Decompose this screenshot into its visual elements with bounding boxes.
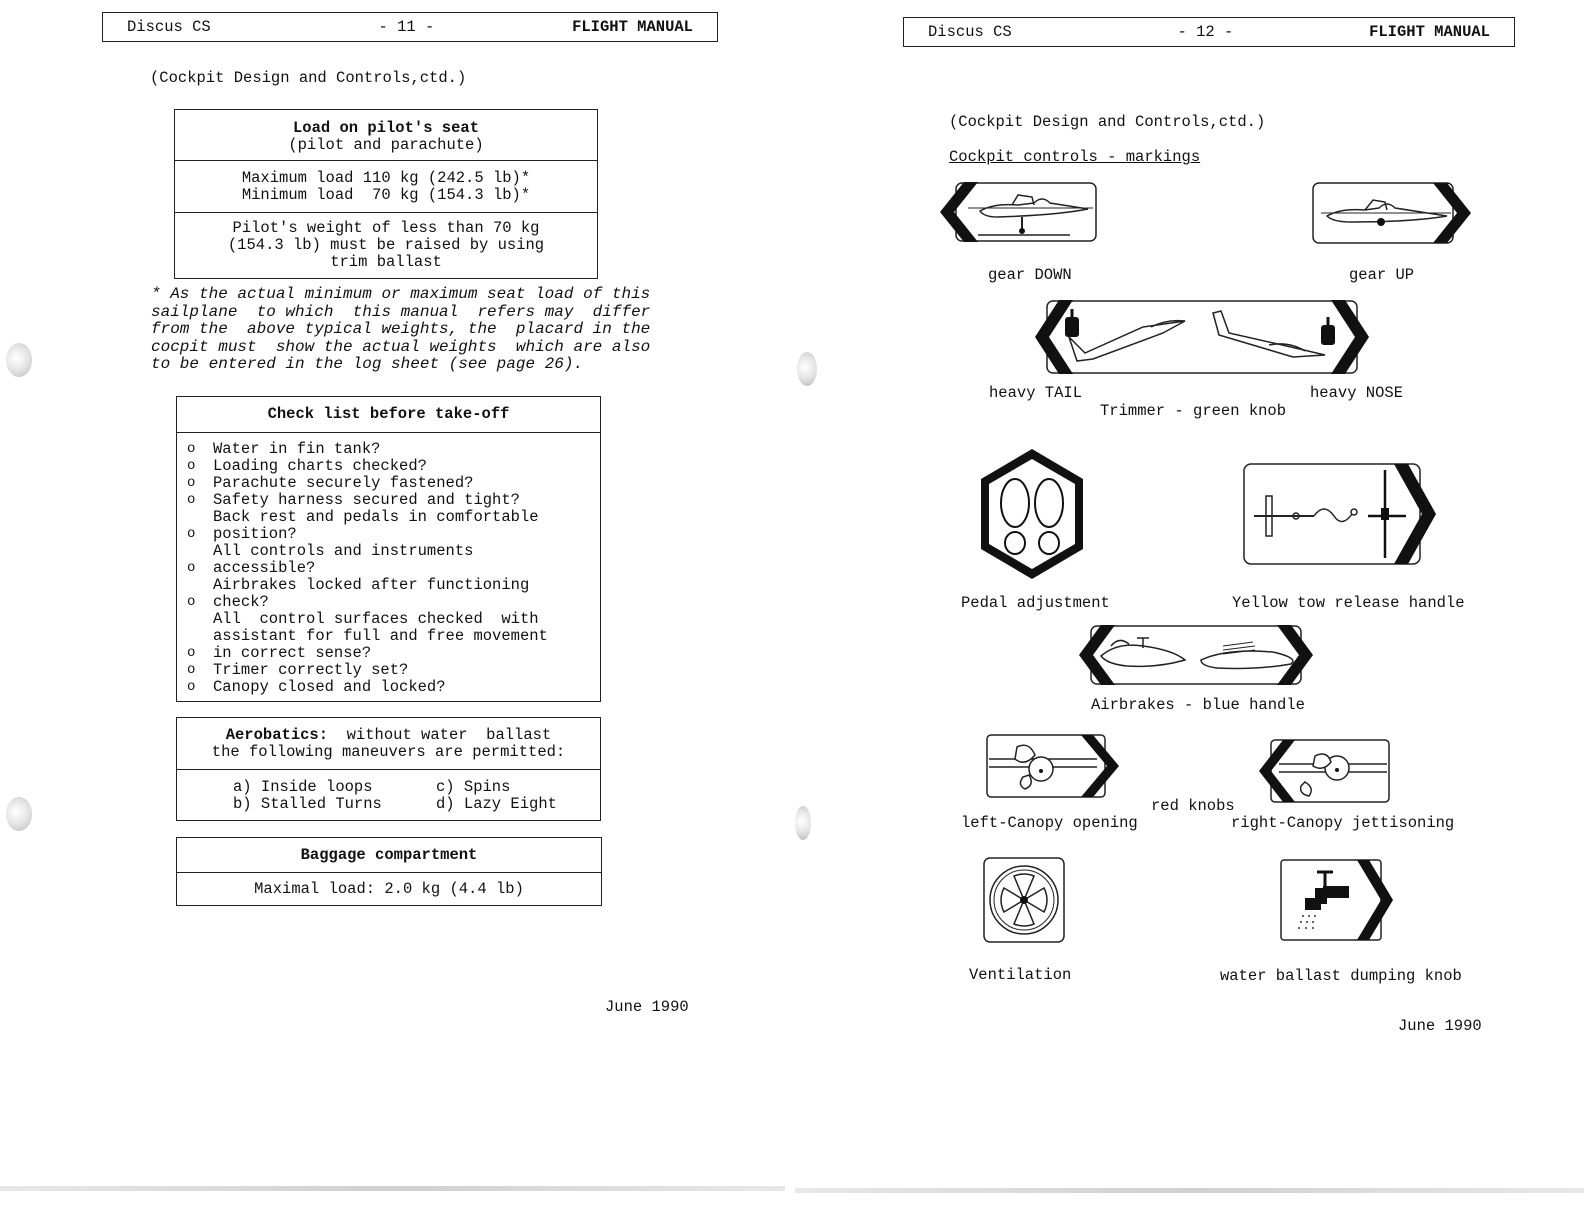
ventilation-label: Ventilation bbox=[969, 966, 1072, 984]
page-date: June 1990 bbox=[1398, 1017, 1482, 1035]
gear-up-label: gear UP bbox=[1349, 266, 1415, 284]
canopy-opening-icon bbox=[985, 733, 1121, 799]
checklist-bullet: o bbox=[187, 662, 196, 678]
seat-load-footnote bbox=[151, 286, 677, 374]
takeoff-checklist bbox=[176, 396, 601, 702]
checklist-item bbox=[187, 492, 600, 509]
seat-load-note-line: (154.3 lb) must be raised by using bbox=[227, 236, 545, 254]
seat-load-note-line: trim ballast bbox=[330, 253, 442, 271]
binder-hole bbox=[6, 797, 32, 831]
checklist-item-text: Loading charts checked? bbox=[213, 457, 427, 475]
baggage-value: Maximal load: 2.0 kg (4.4 lb) bbox=[177, 872, 601, 906]
checklist-bullet: o bbox=[187, 645, 196, 661]
checklist-bullet: o bbox=[187, 492, 196, 508]
seat-load-header bbox=[175, 110, 597, 160]
aerobatics-table bbox=[176, 717, 601, 821]
checklist-item bbox=[187, 679, 600, 696]
checklist-item bbox=[187, 577, 600, 611]
heavy-tail-label: heavy TAIL bbox=[989, 384, 1083, 402]
water-ballast-label: water ballast dumping knob bbox=[1220, 967, 1462, 985]
seat-load-max: Maximum load 110 kg (242.5 lb)* bbox=[241, 169, 531, 187]
header-model: Discus CS bbox=[928, 23, 1012, 41]
checklist-bullet: o bbox=[187, 679, 196, 695]
checklist-item bbox=[187, 543, 600, 577]
checklist-item-text: Safety harness secured and tight? bbox=[213, 491, 520, 509]
maneuver-d: d) Lazy Eight bbox=[436, 795, 557, 813]
maneuver-a: a) Inside loops bbox=[233, 778, 373, 796]
section-title: (Cockpit Design and Controls,ctd.) bbox=[150, 69, 467, 87]
aerobatics-header bbox=[177, 718, 600, 769]
red-knobs-label: red knobs bbox=[1151, 797, 1235, 815]
header-model: Discus CS bbox=[127, 18, 211, 36]
scan-shadow bbox=[0, 1186, 785, 1191]
checklist-item-text: Water in fin tank? bbox=[213, 440, 381, 458]
gear-down-icon bbox=[938, 179, 1100, 245]
binder-hole bbox=[795, 806, 811, 840]
markings-subtitle: Cockpit controls - markings bbox=[949, 148, 1201, 166]
footnote-line: cocpit must show the actual weights which are also bbox=[151, 337, 651, 356]
checklist-item bbox=[187, 611, 600, 662]
tow-release-icon bbox=[1242, 462, 1438, 566]
page-header bbox=[903, 17, 1515, 47]
tow-release-label: Yellow tow release handle bbox=[1232, 594, 1465, 612]
checklist-item-text: Back rest and pedals in comfortable position? bbox=[213, 508, 539, 543]
left-page bbox=[0, 0, 790, 1224]
canopy-jettison-icon bbox=[1257, 738, 1391, 804]
header-page-number: - 12 - bbox=[1177, 23, 1234, 41]
checklist-item bbox=[187, 509, 600, 543]
header-page-number: - 11 - bbox=[378, 18, 435, 36]
checklist-bullet: o bbox=[187, 594, 196, 610]
checklist-item-text: All controls and instruments accessible? bbox=[213, 542, 474, 577]
baggage-title: Baggage compartment bbox=[300, 846, 478, 864]
page-header bbox=[102, 12, 718, 42]
trimmer-label: Trimmer - green knob bbox=[1100, 402, 1287, 420]
checklist-item bbox=[187, 662, 600, 679]
checklist-item-text: Canopy closed and locked? bbox=[213, 678, 446, 696]
canopy-jettison-label: right-Canopy jettisoning bbox=[1231, 814, 1455, 832]
footnote-line: to be entered in the log sheet (see page 26). bbox=[151, 355, 584, 373]
seat-load-limits bbox=[175, 160, 597, 212]
heavy-nose-label: heavy NOSE bbox=[1310, 384, 1404, 402]
seat-load-note bbox=[175, 212, 597, 271]
checklist-item bbox=[187, 458, 600, 475]
header-manual-title: FLIGHT MANUAL bbox=[572, 18, 693, 36]
ventilation-icon bbox=[982, 856, 1066, 944]
airbrakes-icon bbox=[1077, 622, 1315, 688]
binder-hole bbox=[6, 343, 32, 377]
maneuver-b: b) Stalled Turns bbox=[233, 795, 382, 813]
aerobatics-permitted: the following maneuvers are permitted: bbox=[211, 743, 566, 761]
checklist-item-text: All control surfaces checked with assistant for full and free movement in correct sense? bbox=[213, 610, 548, 662]
checklist-item bbox=[187, 441, 600, 458]
checklist-item-text: Parachute securely fastened? bbox=[213, 474, 474, 492]
footnote-line: from the above typical weights, the placard in the bbox=[151, 320, 651, 338]
seat-load-min: Minimum load 70 kg (154.3 lb)* bbox=[241, 186, 531, 204]
checklist-item bbox=[187, 475, 600, 492]
checklist-bullet: o bbox=[187, 560, 196, 576]
section-title: (Cockpit Design and Controls,ctd.) bbox=[949, 113, 1266, 131]
pedal-adjustment-icon bbox=[979, 447, 1085, 581]
aerobatics-maneuvers bbox=[177, 769, 600, 813]
scan-shadow bbox=[795, 1188, 1584, 1193]
aerobatics-condition: without water ballast bbox=[328, 726, 552, 744]
gear-up-icon bbox=[1311, 180, 1473, 246]
checklist-bullet: o bbox=[187, 526, 196, 542]
maneuver-c: c) Spins bbox=[436, 778, 511, 796]
gear-down-label: gear DOWN bbox=[988, 266, 1072, 284]
checklist-body bbox=[177, 432, 600, 701]
canopy-opening-label: left-Canopy opening bbox=[961, 814, 1138, 832]
header-manual-title: FLIGHT MANUAL bbox=[1369, 23, 1490, 41]
seat-load-table bbox=[174, 109, 598, 279]
checklist-bullet: o bbox=[187, 441, 196, 457]
checklist-bullet: o bbox=[187, 475, 196, 491]
checklist-items bbox=[177, 433, 600, 696]
seat-load-subtitle: (pilot and parachute) bbox=[288, 136, 484, 154]
checklist-item-text: Trimer correctly set? bbox=[213, 661, 409, 679]
airbrakes-label: Airbrakes - blue handle bbox=[1091, 696, 1305, 714]
binder-hole bbox=[797, 352, 817, 386]
checklist-item-text: Airbrakes locked after functioning check? bbox=[213, 576, 530, 611]
trimmer-icon bbox=[1033, 297, 1371, 377]
aerobatics-label: Aerobatics: bbox=[225, 726, 329, 744]
seat-load-note-line: Pilot's weight of less than 70 kg bbox=[232, 219, 540, 237]
pedal-label: Pedal adjustment bbox=[961, 594, 1110, 612]
baggage-table bbox=[176, 837, 602, 906]
footnote-line: sailplane to which this manual refers may differ bbox=[151, 302, 651, 321]
checklist-title: Check list before take-off bbox=[267, 405, 510, 423]
footnote-line: * As the actual minimum or maximum seat load of this bbox=[151, 285, 651, 303]
page-date: June 1990 bbox=[605, 998, 689, 1016]
right-page bbox=[795, 0, 1584, 1224]
seat-load-title: Load on pilot's seat bbox=[292, 119, 480, 137]
water-ballast-icon bbox=[1279, 858, 1395, 942]
checklist-bullet: o bbox=[187, 458, 196, 474]
